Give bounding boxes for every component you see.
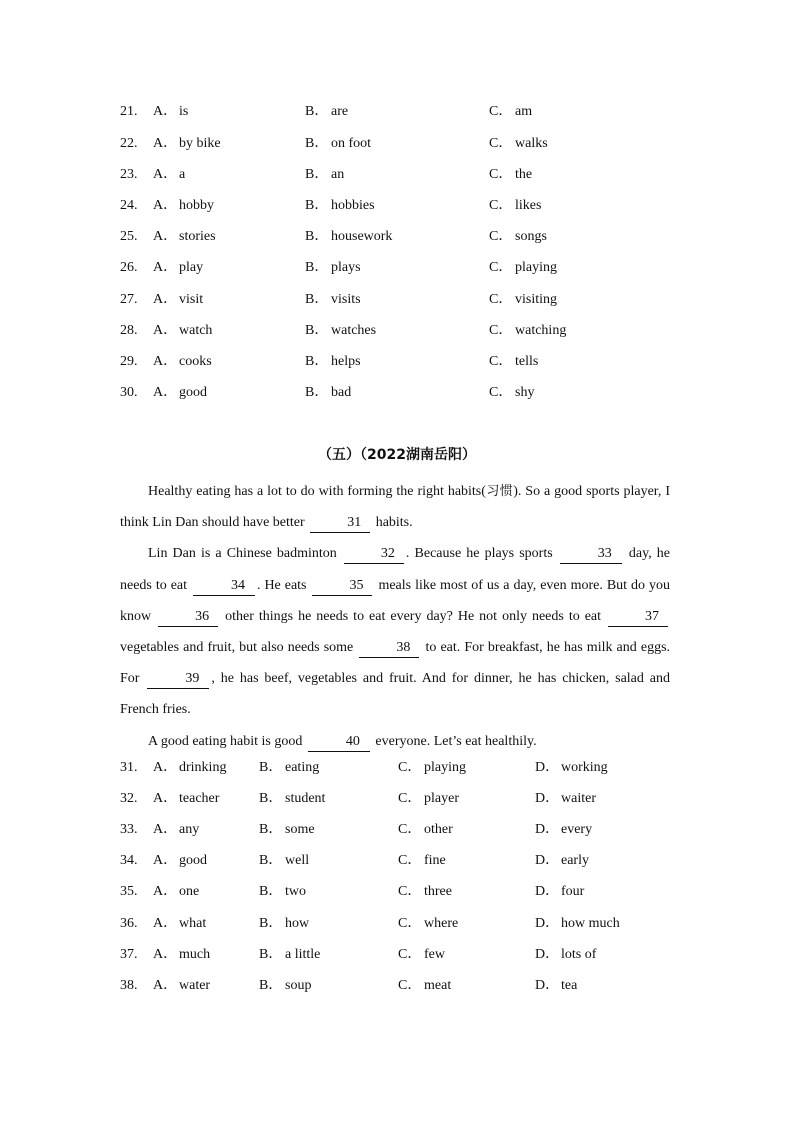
option-text: by bike	[179, 136, 221, 151]
option-text: bad	[331, 385, 352, 400]
option-letter: B．	[305, 229, 329, 244]
question-row	[0, 195, 794, 217]
passage-paragraph-1: Healthy eating has a lot to do with forming the right habits(习惯). So a good sports player, I think Lin Dan should have better 31 habits.	[120, 476, 670, 538]
option-letter: A．	[153, 229, 178, 244]
option-c[interactable]	[489, 257, 557, 279]
option-a[interactable]	[153, 101, 188, 123]
question-number: 32.	[120, 791, 138, 806]
option-b[interactable]	[305, 101, 348, 123]
option-b[interactable]	[259, 975, 311, 997]
option-a[interactable]	[153, 850, 207, 872]
question-row	[0, 913, 794, 935]
question-row	[0, 226, 794, 248]
question-row	[0, 881, 794, 903]
option-a[interactable]	[153, 788, 219, 810]
option-letter: A．	[153, 884, 178, 899]
option-letter: C．	[489, 167, 513, 182]
option-text: four	[561, 884, 585, 899]
option-text: how much	[561, 916, 620, 931]
option-letter: C．	[398, 916, 422, 931]
option-b[interactable]	[305, 382, 351, 404]
option-text: watches	[331, 323, 377, 338]
option-d[interactable]	[535, 913, 620, 935]
option-text: helps	[331, 354, 361, 369]
option-text: a	[179, 167, 186, 182]
question-number: 22.	[120, 136, 138, 151]
option-text: cooks	[179, 354, 212, 369]
option-letter: B．	[259, 760, 283, 775]
blank-34[interactable]: 34	[193, 577, 255, 596]
question-number: 31.	[120, 760, 138, 775]
option-b[interactable]	[259, 788, 325, 810]
option-letter: B．	[259, 791, 283, 806]
option-text: working	[561, 760, 608, 775]
option-letter: B．	[259, 853, 283, 868]
option-text: visit	[179, 292, 204, 307]
option-text: a little	[285, 947, 321, 962]
option-letter: A．	[153, 292, 178, 307]
option-letter: B．	[305, 104, 329, 119]
option-b[interactable]	[259, 819, 315, 841]
option-letter: D．	[535, 916, 560, 931]
blank-31[interactable]: 31	[310, 514, 370, 533]
option-text: shy	[515, 385, 535, 400]
option-text: eating	[285, 760, 320, 775]
option-d[interactable]	[535, 757, 608, 779]
option-b[interactable]	[305, 351, 361, 373]
option-text: how	[285, 916, 310, 931]
blank-38[interactable]: 38	[359, 639, 419, 658]
option-d[interactable]	[535, 944, 596, 966]
question-number: 34.	[120, 853, 138, 868]
option-c[interactable]	[489, 164, 532, 186]
option-c[interactable]	[398, 913, 458, 935]
blank-39[interactable]: 39	[147, 670, 209, 689]
passage-paragraph-2: Lin Dan is a Chinese badminton 32 . Because he plays sports 33 day, he needs to eat 34 . He eats 35 meals like most of us a day, even more. But do you know 36 other things he needs to eat every day? He not only needs to eat 37 vegetables and fruit, but also needs some 38 to eat. For breakfast, he has milk and eggs. For 39 , he has beef, vegetables and fruit. And for dinner, he has chicken, salad and French fries.	[120, 546, 671, 718]
option-text: watch	[179, 323, 213, 338]
option-text: hobbies	[331, 198, 375, 213]
option-c[interactable]	[489, 133, 548, 155]
option-letter: A．	[153, 323, 178, 338]
option-letter: A．	[153, 822, 178, 837]
option-c[interactable]	[489, 382, 534, 404]
option-letter: A．	[153, 853, 178, 868]
option-text: teacher	[179, 791, 220, 806]
option-text: waiter	[561, 791, 596, 806]
option-d[interactable]	[535, 819, 592, 841]
question-number: 33.	[120, 822, 138, 837]
question-number: 28.	[120, 323, 138, 338]
option-text: tells	[515, 354, 539, 369]
option-letter: B．	[259, 947, 283, 962]
option-letter: C．	[398, 853, 422, 868]
option-letter: A．	[153, 978, 178, 993]
question-number: 23.	[120, 167, 138, 182]
chinese-gloss: 习惯	[485, 484, 514, 499]
option-letter: B．	[305, 354, 329, 369]
question-row	[0, 351, 794, 373]
option-d[interactable]	[535, 850, 589, 872]
option-letter: C．	[489, 323, 513, 338]
option-b[interactable]	[305, 289, 361, 311]
option-letter: D．	[535, 884, 560, 899]
option-text: few	[424, 947, 445, 962]
option-letter: A．	[153, 198, 178, 213]
option-letter: D．	[535, 978, 560, 993]
option-c[interactable]	[398, 757, 466, 779]
option-letter: C．	[398, 947, 422, 962]
option-text: songs	[515, 229, 547, 244]
option-letter: C．	[489, 229, 513, 244]
blank-33[interactable]: 33	[560, 545, 622, 564]
option-text: fine	[424, 853, 446, 868]
option-text: visiting	[515, 292, 558, 307]
option-letter: B．	[305, 136, 329, 151]
option-text: housework	[331, 229, 393, 244]
option-text: playing	[424, 760, 466, 775]
option-c[interactable]	[489, 320, 566, 342]
option-text: player	[424, 791, 459, 806]
option-text: any	[179, 822, 200, 837]
option-text: some	[285, 822, 315, 837]
option-text: stories	[179, 229, 216, 244]
option-text: is	[179, 104, 189, 119]
option-letter: B．	[305, 323, 329, 338]
option-a[interactable]	[153, 164, 185, 186]
option-a[interactable]	[153, 195, 214, 217]
option-b[interactable]	[259, 944, 320, 966]
option-letter: C．	[489, 260, 513, 275]
question-row	[0, 819, 794, 841]
option-letter: C．	[398, 822, 422, 837]
question-row	[0, 944, 794, 966]
question-row	[0, 757, 794, 779]
option-text: where	[424, 916, 459, 931]
option-c[interactable]	[489, 195, 541, 217]
option-b[interactable]	[259, 757, 319, 779]
option-b[interactable]	[305, 257, 361, 279]
option-letter: C．	[489, 136, 513, 151]
option-a[interactable]	[153, 819, 199, 841]
option-letter: C．	[398, 884, 422, 899]
option-text: soup	[285, 978, 312, 993]
option-letter: A．	[153, 916, 178, 931]
option-letter: B．	[305, 260, 329, 275]
option-letter: B．	[259, 884, 283, 899]
option-b[interactable]	[305, 320, 376, 342]
option-letter: D．	[535, 791, 560, 806]
option-text: watching	[515, 323, 567, 338]
option-letter: C．	[398, 978, 422, 993]
option-b[interactable]	[305, 195, 375, 217]
option-text: meat	[424, 978, 452, 993]
option-letter: B．	[305, 385, 329, 400]
option-c[interactable]	[398, 944, 445, 966]
option-letter: A．	[153, 167, 178, 182]
option-letter: B．	[259, 916, 283, 931]
option-letter: D．	[535, 947, 560, 962]
question-number: 38.	[120, 978, 138, 993]
option-letter: D．	[535, 760, 560, 775]
option-text: playing	[515, 260, 557, 275]
question-number: 26.	[120, 260, 138, 275]
option-letter: C．	[398, 760, 422, 775]
option-c[interactable]	[398, 819, 453, 841]
option-letter: C．	[489, 385, 513, 400]
option-text: well	[285, 853, 310, 868]
option-letter: C．	[489, 104, 513, 119]
option-letter: C．	[489, 292, 513, 307]
option-text: on foot	[331, 136, 372, 151]
option-a[interactable]	[153, 382, 207, 404]
option-text: water	[179, 978, 211, 993]
option-a[interactable]	[153, 975, 210, 997]
option-text: an	[331, 167, 345, 182]
option-b[interactable]	[305, 133, 371, 155]
option-letter: D．	[535, 853, 560, 868]
option-c[interactable]	[489, 351, 538, 373]
option-letter: A．	[153, 947, 178, 962]
option-text: student	[285, 791, 326, 806]
option-a[interactable]	[153, 351, 212, 373]
option-a[interactable]	[153, 944, 210, 966]
option-text: every	[561, 822, 593, 837]
option-c[interactable]	[398, 881, 452, 903]
option-text: hobby	[179, 198, 214, 213]
option-d[interactable]	[535, 975, 577, 997]
question-number: 30.	[120, 385, 138, 400]
option-b[interactable]	[259, 881, 306, 903]
option-text: walks	[515, 136, 548, 151]
section-title: （五）（2022湖南岳阳）	[318, 447, 476, 463]
option-text: tea	[561, 978, 578, 993]
option-letter: B．	[259, 978, 283, 993]
question-number: 25.	[120, 229, 138, 244]
passage	[120, 476, 670, 757]
option-text: the	[515, 167, 533, 182]
option-a[interactable]	[153, 133, 221, 155]
option-text: play	[179, 260, 204, 275]
option-text: drinking	[179, 760, 227, 775]
option-a[interactable]	[153, 226, 216, 248]
option-text: good	[179, 385, 207, 400]
passage-paragraph-3: A good eating habit is good 40 everyone. Let’s eat healthily.	[120, 726, 670, 757]
option-c[interactable]	[398, 850, 446, 872]
question-number: 27.	[120, 292, 138, 307]
question-row	[0, 320, 794, 342]
option-c[interactable]	[398, 975, 451, 997]
option-text: three	[424, 884, 452, 899]
option-b[interactable]	[259, 913, 309, 935]
option-letter: B．	[305, 292, 329, 307]
option-text: early	[561, 853, 589, 868]
option-d[interactable]	[535, 788, 596, 810]
option-c[interactable]	[489, 226, 547, 248]
option-c[interactable]	[398, 788, 459, 810]
option-letter: C．	[489, 354, 513, 369]
option-letter: B．	[305, 167, 329, 182]
option-a[interactable]	[153, 757, 226, 779]
option-letter: A．	[153, 136, 178, 151]
option-text: one	[179, 884, 200, 899]
option-a[interactable]	[153, 881, 199, 903]
blank-36[interactable]: 36	[158, 608, 218, 627]
question-row	[0, 101, 794, 123]
question-row	[0, 164, 794, 186]
option-text: much	[179, 947, 211, 962]
question-row	[0, 850, 794, 872]
option-letter: A．	[153, 791, 178, 806]
option-letter: A．	[153, 354, 178, 369]
option-letter: A．	[153, 760, 178, 775]
option-letter: B．	[259, 822, 283, 837]
option-c[interactable]	[489, 101, 532, 123]
option-letter: D．	[535, 822, 560, 837]
option-text: plays	[331, 260, 361, 275]
option-letter: C．	[489, 198, 513, 213]
question-number: 36.	[120, 916, 138, 931]
option-a[interactable]	[153, 289, 203, 311]
option-b[interactable]	[305, 226, 392, 248]
option-a[interactable]	[153, 913, 206, 935]
option-text: likes	[515, 198, 542, 213]
question-row	[0, 788, 794, 810]
option-d[interactable]	[535, 881, 584, 903]
option-text: visits	[331, 292, 361, 307]
blank-40[interactable]: 40	[308, 733, 370, 752]
question-number: 24.	[120, 198, 138, 213]
option-a[interactable]	[153, 320, 212, 342]
question-number: 37.	[120, 947, 138, 962]
option-c[interactable]	[489, 289, 557, 311]
option-text: what	[179, 916, 207, 931]
question-row	[0, 257, 794, 279]
option-text: am	[515, 104, 533, 119]
blank-32[interactable]: 32	[344, 545, 404, 564]
option-letter: C．	[398, 791, 422, 806]
option-letter: B．	[305, 198, 329, 213]
option-text: lots of	[561, 947, 597, 962]
option-a[interactable]	[153, 257, 203, 279]
blank-37[interactable]: 37	[608, 608, 668, 627]
option-text: are	[331, 104, 349, 119]
option-letter: A．	[153, 385, 178, 400]
option-letter: A．	[153, 104, 178, 119]
question-row	[0, 382, 794, 404]
question-number: 29.	[120, 354, 138, 369]
option-text: good	[179, 853, 207, 868]
question-row	[0, 133, 794, 155]
option-b[interactable]	[259, 850, 309, 872]
question-row	[0, 975, 794, 997]
option-letter: A．	[153, 260, 178, 275]
option-text: two	[285, 884, 306, 899]
option-text: other	[424, 822, 453, 837]
option-b[interactable]	[305, 164, 344, 186]
question-number: 35.	[120, 884, 138, 899]
question-number: 21.	[120, 104, 138, 119]
question-row	[0, 289, 794, 311]
blank-35[interactable]: 35	[312, 577, 372, 596]
